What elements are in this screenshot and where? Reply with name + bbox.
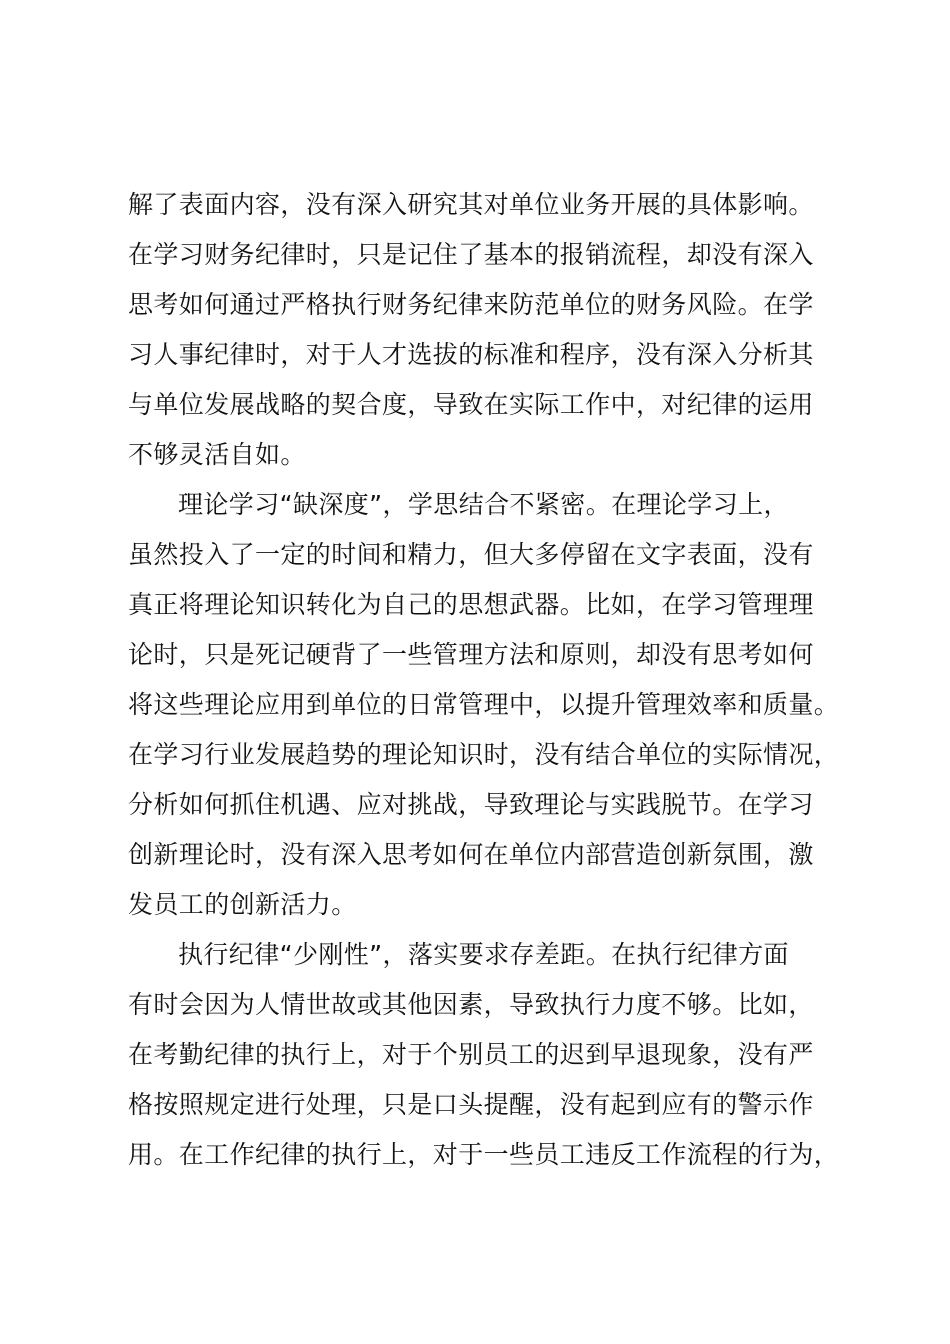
text-line: 论时，只是死记硬背了一些管理方法和原则，却没有思考如何 xyxy=(128,640,814,669)
text-line: 创新理论时，没有深入思考如何在单位内部营造创新氛围，激 xyxy=(128,840,814,869)
text-line: 习人事纪律时，对于人才选拔的标准和程序，没有深入分析其 xyxy=(128,340,814,369)
text-line: 分析如何抓住机遇、应对挑战，导致理论与实践脱节。在学习 xyxy=(128,790,814,819)
body-text xyxy=(128,180,848,1180)
text-line: 与单位发展战略的契合度，导致在实际工作中，对纪律的运用 xyxy=(128,390,814,419)
text-line: 用。在工作纪律的执行上，对于一些员工违反工作流程的行为， xyxy=(128,1140,840,1169)
text-line: 发员工的创新活力。 xyxy=(128,890,357,919)
text-line: 虽然投入了一定的时间和精力，但大多停留在文字表面，没有 xyxy=(128,540,814,569)
text-line: 真正将理论知识转化为自己的思想武器。比如，在学习管理理 xyxy=(128,590,814,619)
text-line: 格按照规定进行处理，只是口头提醒，没有起到应有的警示作 xyxy=(128,1090,814,1119)
text-line: 思考如何通过严格执行财务纪律来防范单位的财务风险。在学 xyxy=(128,290,814,319)
paragraph-heading-line: 理论学习“缺深度”，学思结合不紧密。在理论学习上， xyxy=(178,490,789,519)
text-line: 在学习行业发展趋势的理论知识时，没有结合单位的实际情况， xyxy=(128,740,840,769)
text-line: 解了表面内容，没有深入研究其对单位业务开展的具体影响。 xyxy=(128,190,814,219)
text-line: 在学习财务纪律时，只是记住了基本的报销流程，却没有深入 xyxy=(128,240,814,269)
paragraph-heading-line: 执行纪律“少刚性”，落实要求存差距。在执行纪律方面 xyxy=(178,940,789,969)
text-line: 不够灵活自如。 xyxy=(128,440,306,469)
text-line: 在考勤纪律的执行上，对于个别员工的迟到早退现象，没有严 xyxy=(128,1040,814,1069)
text-line: 有时会因为人情世故或其他因素，导致执行力度不够。比如， xyxy=(128,990,814,1019)
text-line: 将这些理论应用到单位的日常管理中，以提升管理效率和质量。 xyxy=(128,690,840,719)
